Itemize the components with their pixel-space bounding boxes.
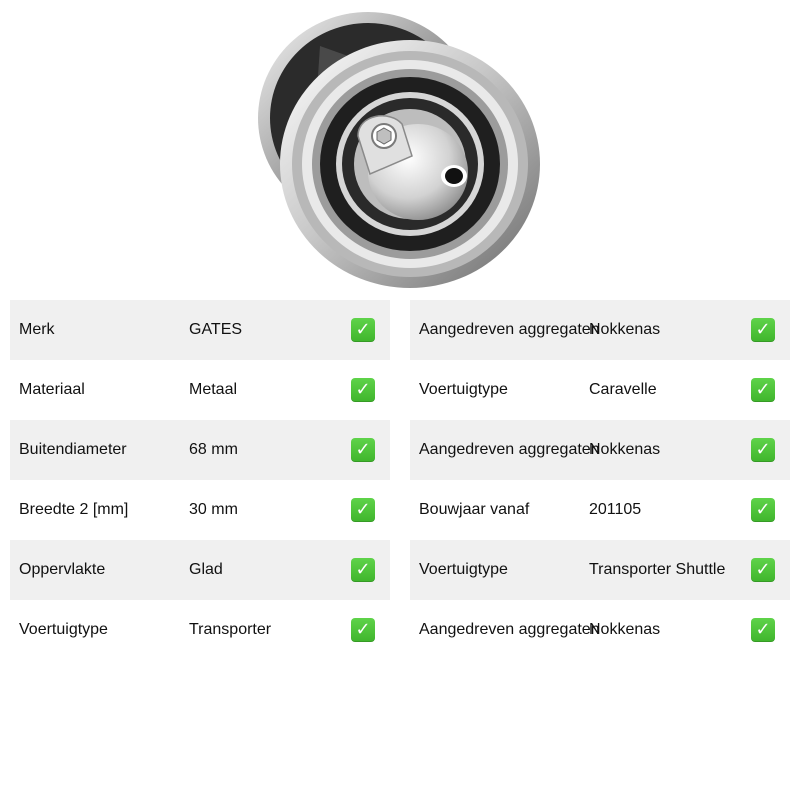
spec-row: [10, 300, 390, 360]
spec-table-left: [10, 300, 390, 660]
check-icon: ✓: [751, 378, 775, 402]
spec-row: [10, 540, 390, 600]
spec-value: Nokkenas: [589, 321, 661, 338]
product-image: [250, 6, 550, 290]
spec-value: Metaal: [189, 381, 238, 398]
spec-label: Merk: [19, 321, 55, 338]
check-icon: ✓: [751, 438, 775, 462]
spec-value: Glad: [189, 561, 223, 578]
spec-label: Voertuigtype: [419, 561, 508, 578]
spec-value: 68 mm: [189, 441, 238, 458]
check-icon: ✓: [351, 318, 375, 342]
check-icon: ✓: [351, 438, 375, 462]
spec-label: Breedte 2 [mm]: [19, 501, 129, 518]
spec-label: Voertuigtype: [419, 381, 508, 398]
spec-label: Bouwjaar vanaf: [419, 501, 530, 518]
spec-row: [410, 600, 790, 660]
spec-label: Materiaal: [19, 381, 85, 398]
spec-row: [10, 420, 390, 480]
spec-label: Buitendiameter: [19, 441, 127, 458]
check-icon: ✓: [351, 378, 375, 402]
spec-value: Nokkenas: [589, 621, 661, 638]
spec-value: Transporter Shuttle: [589, 561, 726, 578]
check-icon: ✓: [351, 618, 375, 642]
spec-value: GATES: [189, 321, 243, 338]
spec-row: [10, 480, 390, 540]
check-icon: ✓: [351, 498, 375, 522]
spec-value: Caravelle: [589, 381, 657, 398]
spec-label: Aangedreven aggregaten: [419, 621, 600, 638]
spec-value: 30 mm: [189, 501, 238, 518]
spec-label: Aangedreven aggregaten: [419, 321, 600, 338]
check-icon: ✓: [751, 558, 775, 582]
spec-value: Nokkenas: [589, 441, 661, 458]
check-icon: ✓: [751, 618, 775, 642]
spec-table-right: [410, 300, 790, 660]
tensioner-pulley-icon: [250, 6, 550, 290]
spec-row: [410, 360, 790, 420]
spec-label: Oppervlakte: [19, 561, 106, 578]
check-icon: ✓: [751, 498, 775, 522]
spec-row: [410, 480, 790, 540]
spec-row: [410, 300, 790, 360]
spec-row: [410, 540, 790, 600]
spec-label: Aangedreven aggregaten: [419, 441, 600, 458]
spec-value: 201105: [589, 501, 642, 518]
spec-row: [410, 420, 790, 480]
spec-row: [10, 600, 390, 660]
check-icon: ✓: [351, 558, 375, 582]
spec-label: Voertuigtype: [19, 621, 108, 638]
check-icon: ✓: [751, 318, 775, 342]
spec-value: Transporter: [189, 621, 272, 638]
spec-row: [10, 360, 390, 420]
